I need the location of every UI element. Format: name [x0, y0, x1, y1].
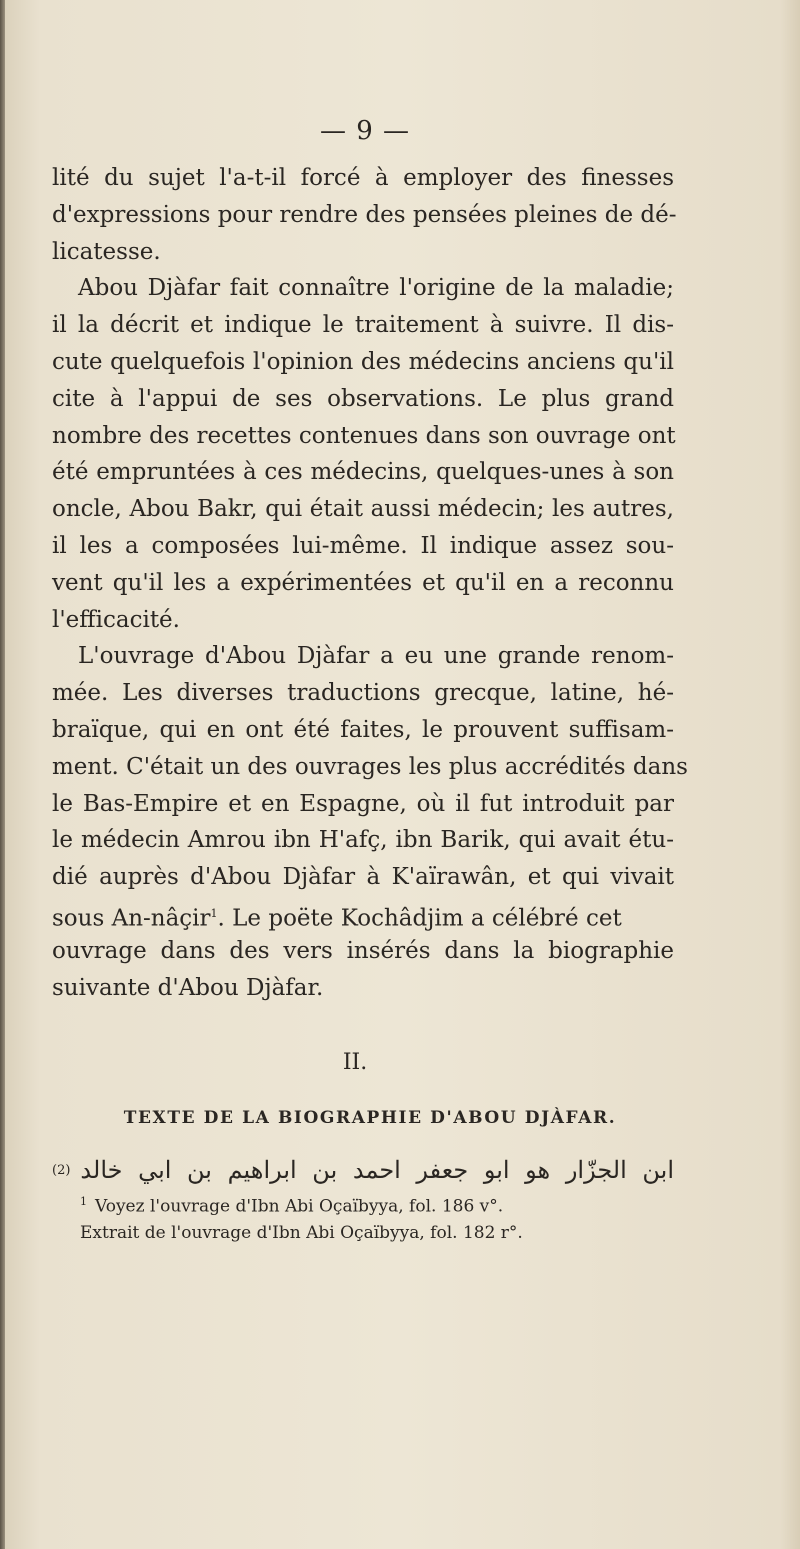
section-number: II.: [342, 1050, 368, 1075]
footnote-text: Voyez l'ouvrage d'Ibn Abi Oçaïbyya, fol. 186 v°.: [95, 1196, 504, 1217]
text-line: braïque, qui en ont été faites, le prouvent suffisam-: [52, 716, 674, 743]
text-line: le médecin Amrou ibn H'afç, ibn Barik, qui avait étu-: [52, 827, 674, 854]
text-line: l'efficacité.: [52, 606, 180, 633]
text-line: dié auprès d'Abou Djàfar à K'aïrawân, et qui vivait: [52, 864, 674, 891]
text-fragment: . Le poëte Kochâdjim a célébré cet: [217, 905, 622, 932]
text-line: vent qu'il les a expérimentées et qu'il en a reconnu: [52, 569, 674, 596]
text-line: suivante d'Abou Djàfar.: [52, 974, 324, 1001]
text-line: il les a composées lui-même. Il indique assez sou-: [52, 532, 674, 559]
page-edge: [0, 0, 5, 1549]
text-line: ment. C'était un des ouvrages les plus accrédités dans: [52, 753, 688, 780]
text-line: il la décrit et indique le traitement à suivre. Il dis-: [52, 312, 674, 339]
text-line: nombre des recettes contenues dans son ouvrage ont: [52, 422, 676, 449]
text-line: le Bas-Empire et en Espagne, où il fut introduit par: [52, 790, 674, 817]
footnotes: [80, 1189, 680, 1246]
footnote: [80, 1189, 680, 1220]
text-line: L'ouvrage d'Abou Djàfar a eu une grande renom-: [78, 643, 674, 670]
footnote: Extrait de l'ouvrage d'Ibn Abi Oçaïbyya, fol. 182 r°.: [80, 1222, 523, 1243]
text-line: oncle, Abou Bakr, qui était aussi médecin; les autres,: [52, 496, 674, 523]
arabic-text-line: [52, 1150, 674, 1190]
footnote-reference: (2): [52, 1162, 71, 1178]
footnote-number: 1: [80, 1195, 87, 1208]
text-line: cite à l'appui de ses observations. Le plus grand: [52, 385, 674, 412]
text-fragment: sous An-nâçir: [52, 905, 211, 932]
text-line: mée. Les diverses traductions grecque, latine, hé-: [52, 680, 674, 707]
text-line: ouvrage dans des vers insérés dans la biographie: [52, 937, 674, 964]
section-title: TEXTE DE LA BIOGRAPHIE D'ABOU DJÀFAR.: [123, 1108, 617, 1128]
text-line: lité du sujet l'a-t-il forcé à employer des finesses: [52, 165, 674, 191]
body-text: [52, 160, 688, 1006]
text-line: licatesse.: [52, 238, 161, 265]
text-line-with-footnote: [52, 896, 674, 933]
text-line: d'expressions pour rendre des pensées pleines de dé-: [52, 201, 677, 228]
text-line: été empruntées à ces médecins, quelques-unes à son: [52, 459, 674, 486]
text-line: cute quelquefois l'opinion des médecins anciens qu'il: [52, 348, 674, 375]
footnote-marker: 1: [210, 906, 218, 920]
page-number: — 9 —: [319, 116, 411, 146]
text-line: Abou Djàfar fait connaître l'origine de la maladie;: [78, 275, 674, 302]
arabic-text: ابن الجزّار هو ابو جعفر احمد بن ابراهيم بن ابي خالد: [80, 1156, 674, 1184]
